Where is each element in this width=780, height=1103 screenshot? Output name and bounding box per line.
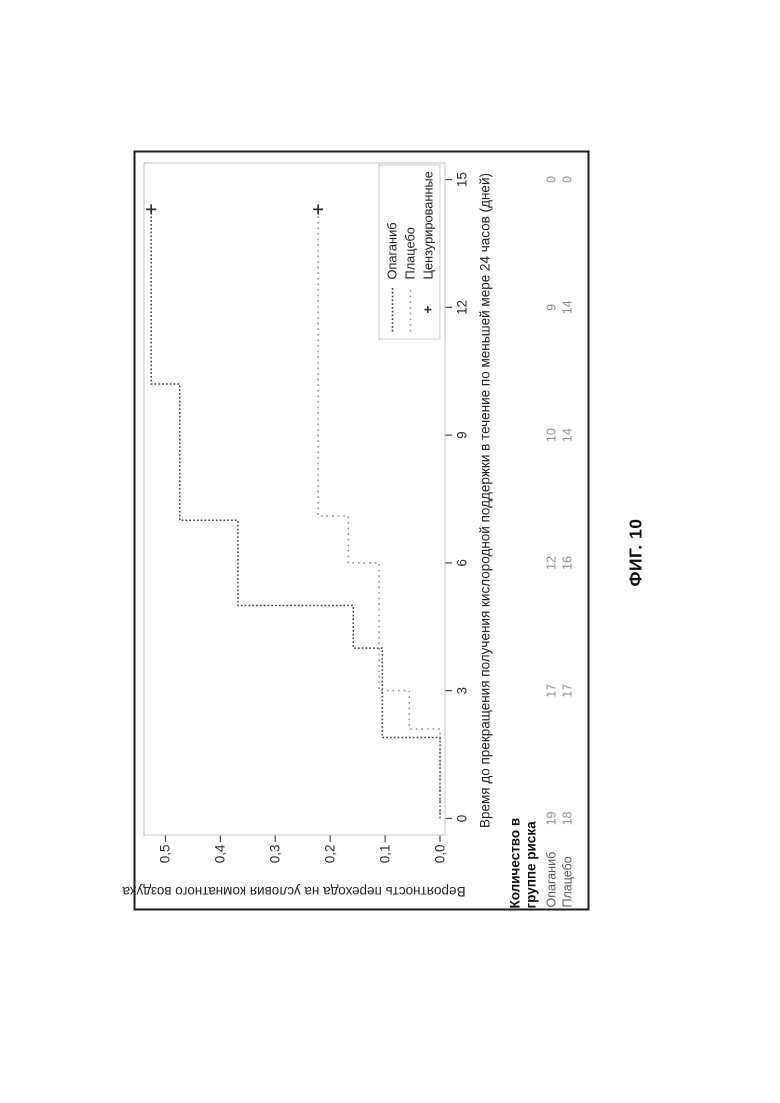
x-tick-label: 12	[454, 299, 469, 315]
risk-row-label-placebo: Плацебо	[560, 855, 574, 907]
risk-count: 18	[560, 811, 574, 825]
censor-mark	[313, 204, 323, 214]
risk-count: 0	[544, 175, 558, 183]
figure-caption: ФИГ. 10	[625, 518, 645, 586]
risk-count: 19	[544, 811, 558, 825]
risk-count: 14	[560, 299, 574, 314]
censor-mark	[146, 204, 156, 214]
y-tick-label: 0,3	[266, 844, 282, 863]
x-tick-label: 0	[454, 814, 469, 822]
legend-entry-label: Цензурированные	[419, 170, 435, 279]
x-axis-title: Время до прекращения получения кислородной поддержки в течение по меньшей мере 24 часов (дней)	[477, 172, 492, 828]
y-tick-label: 0,4	[211, 844, 227, 863]
risk-table-title-line1: Количество в	[507, 817, 522, 908]
legend-box	[378, 164, 440, 339]
risk-row-label-opaganib: Опаганиб	[544, 851, 558, 907]
dense-dotted-line-icon	[382, 286, 400, 332]
legend-entry-label: Опаганиб	[383, 221, 399, 279]
y-tick-label: 0,1	[376, 844, 392, 863]
risk-count: 17	[544, 683, 558, 698]
y-tick-label: 0,2	[321, 844, 337, 863]
x-tick-label: 6	[454, 558, 469, 567]
figure-10-rotated-canvas	[121, 150, 660, 910]
risk-table-title	[507, 817, 539, 908]
x-tick-label: 9	[454, 430, 469, 439]
sparse-dotted-line-icon	[400, 286, 418, 332]
legend-entry-label: Плацебо	[401, 226, 417, 279]
censor-plus-icon: +	[419, 304, 435, 314]
risk-count: 10	[544, 427, 558, 442]
risk-count: 14	[560, 427, 574, 442]
x-tick-label: 15	[454, 171, 469, 187]
risk-count: 0	[560, 175, 574, 183]
y-tick-label: 0,5	[156, 844, 172, 863]
y-tick-label: 0,0	[431, 844, 447, 863]
risk-count: 16	[560, 555, 574, 570]
legend-entry-opaganib	[382, 165, 400, 332]
risk-count: 12	[544, 555, 558, 570]
risk-count: 9	[544, 303, 558, 311]
y-axis-title: Вероятность перехода на условия комнатного воздуха	[121, 883, 466, 899]
x-tick-label: 3	[454, 686, 469, 694]
legend-entry-censored	[418, 165, 436, 332]
risk-table-title-line2: группе риска	[523, 820, 538, 908]
risk-count: 17	[560, 683, 574, 698]
legend-entry-placebo	[400, 165, 418, 332]
